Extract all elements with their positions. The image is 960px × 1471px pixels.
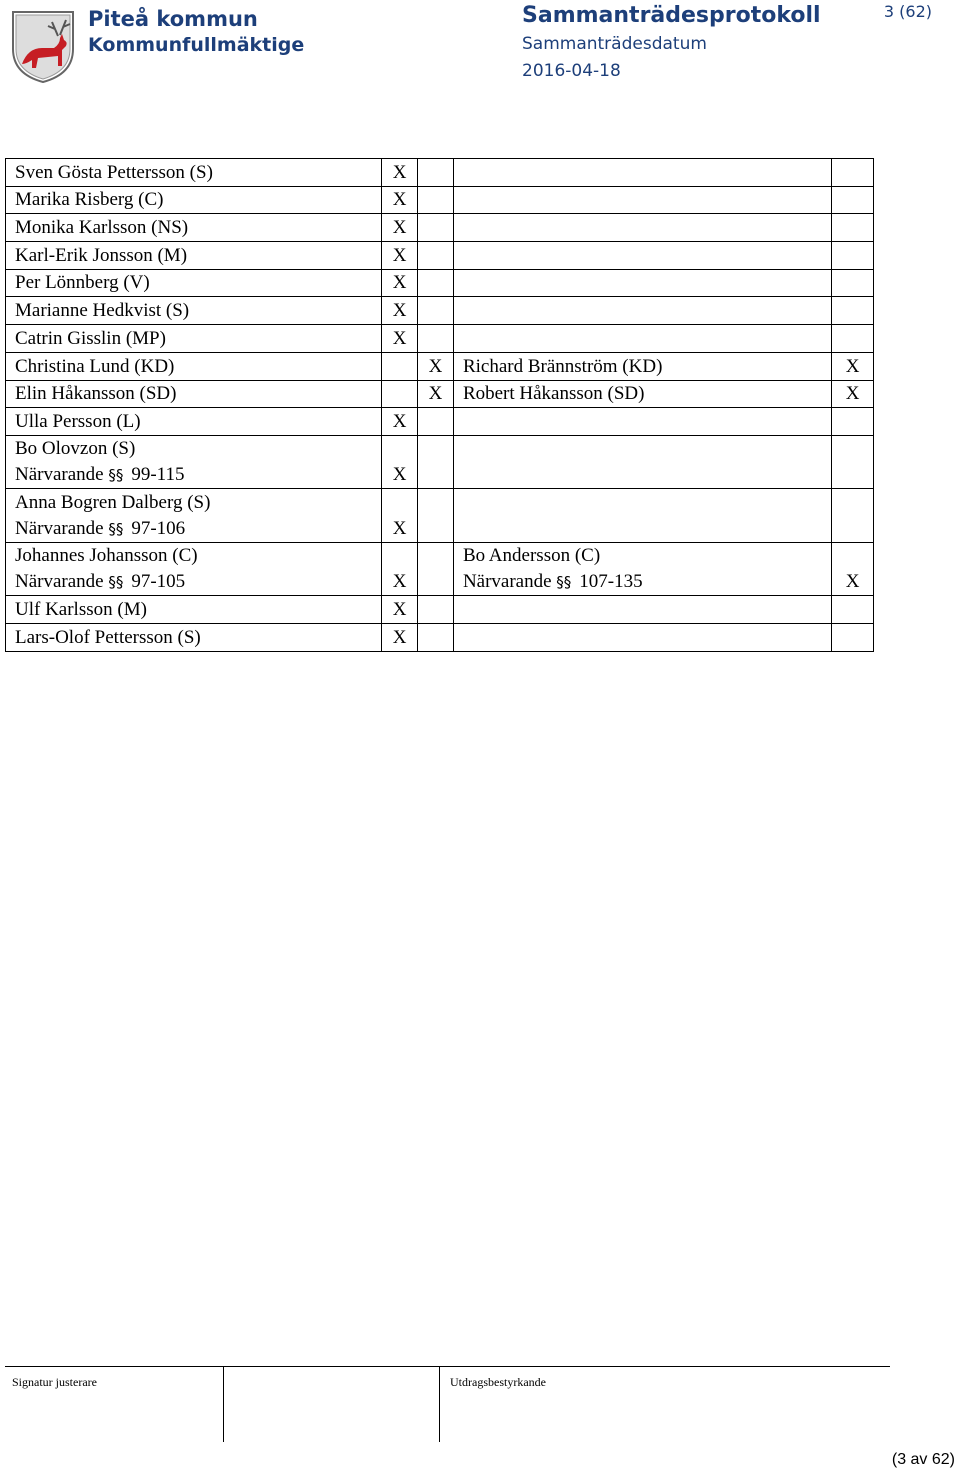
member-name-cell <box>6 186 382 214</box>
org-name: Piteå kommun <box>88 7 258 31</box>
date-label: Sammanträdesdatum <box>522 34 707 54</box>
attendance-mark <box>418 624 454 652</box>
attendance-mark <box>418 325 454 353</box>
member-name-cell <box>6 408 382 436</box>
utdrag-label: Utdragsbestyrkande <box>450 1375 546 1389</box>
member-name-cell <box>6 435 382 489</box>
attendance-mark <box>418 269 454 297</box>
member-name-cell <box>6 542 382 596</box>
person-name: Anna Bogren Dalberg (S) <box>15 491 211 513</box>
table-row <box>6 159 874 187</box>
person-name: Bo Olovzon (S) <box>15 438 136 460</box>
substitute-name-cell <box>453 297 831 325</box>
person-name: Marika Risberg (C) <box>15 189 164 211</box>
document-title: Sammanträdesprotokoll <box>522 3 821 28</box>
person-name: Per Lönnberg (V) <box>15 272 150 294</box>
attendance-mark <box>418 435 454 489</box>
attendance-mark <box>832 186 874 214</box>
substitute-name-cell <box>453 242 831 270</box>
attendance-mark: X <box>382 159 418 187</box>
attendance-mark <box>418 489 454 543</box>
document-info <box>522 2 821 84</box>
attendance-mark <box>832 269 874 297</box>
date-value: 2016-04-18 <box>522 61 621 81</box>
attendance-mark <box>832 489 874 543</box>
presence-label: Närvarande <box>15 517 104 539</box>
person-name: Johannes Johansson (C) <box>15 545 198 567</box>
attendance-mark <box>418 542 454 596</box>
person-name: Ulf Karlsson (M) <box>15 599 147 621</box>
member-name-cell <box>6 214 382 242</box>
table-row <box>6 186 874 214</box>
person-name: Karl-Erik Jonsson (M) <box>15 244 188 266</box>
attendance-mark: X <box>382 624 418 652</box>
substitute-name-cell <box>453 435 831 489</box>
attendance-mark: X <box>418 380 454 408</box>
attendance-mark <box>382 380 418 408</box>
person-name: Elin Håkansson (SD) <box>15 383 177 405</box>
attendance-mark: X <box>382 408 418 436</box>
person-name: Christina Lund (KD) <box>15 355 175 377</box>
attendance-mark: X <box>382 596 418 624</box>
substitute-name-cell <box>453 214 831 242</box>
attendance-mark <box>418 408 454 436</box>
signatur-label: Signatur justerare <box>12 1375 97 1389</box>
table-row <box>6 325 874 353</box>
attendance-mark <box>832 214 874 242</box>
table-row <box>6 542 874 596</box>
substitute-name-cell <box>453 596 831 624</box>
attendance-mark <box>418 596 454 624</box>
substitute-name-cell <box>453 269 831 297</box>
attendance-mark <box>832 297 874 325</box>
paragraph-sign-icon: §§ <box>108 519 124 538</box>
member-name-cell <box>6 489 382 543</box>
table-row <box>6 596 874 624</box>
attendance-mark: X <box>382 269 418 297</box>
page-number: 3 (62) <box>883 2 932 21</box>
person-name: Sven Gösta Pettersson (S) <box>15 161 213 183</box>
attendance-mark <box>418 186 454 214</box>
table-row <box>6 435 874 489</box>
paragraph-sign-icon: §§ <box>108 466 124 485</box>
page-header <box>0 0 960 90</box>
table-row <box>6 297 874 325</box>
attendance-mark <box>832 596 874 624</box>
attendance-mark <box>832 325 874 353</box>
person-name: Ulla Persson (L) <box>15 410 141 432</box>
attendance-mark: X <box>382 325 418 353</box>
attendance-mark <box>418 242 454 270</box>
attendance-mark <box>382 352 418 380</box>
member-name-cell <box>6 596 382 624</box>
signature-box-justerare <box>5 1367 224 1442</box>
attendance-mark <box>832 408 874 436</box>
substitute-name-cell <box>453 380 831 408</box>
municipal-crest-icon <box>8 4 78 84</box>
person-name: Monika Karlsson (NS) <box>15 217 189 239</box>
substitute-name-cell <box>453 489 831 543</box>
signature-box-blank <box>223 1367 440 1442</box>
attendance-mark: X <box>832 352 874 380</box>
paragraph-sign-icon: §§ <box>108 573 124 592</box>
table-row <box>6 380 874 408</box>
substitute-name-cell <box>453 408 831 436</box>
person-name: Bo Andersson (C) <box>462 545 601 567</box>
member-name-cell <box>6 380 382 408</box>
org-unit: Kommunfullmäktige <box>88 34 305 56</box>
attendance-mark <box>418 297 454 325</box>
signature-box-utdrag <box>443 1367 890 1442</box>
substitute-name-cell <box>453 159 831 187</box>
table-row <box>6 489 874 543</box>
person-name: Marianne Hedkvist (S) <box>15 300 190 322</box>
attendance-mark: X <box>382 542 418 596</box>
member-name-cell <box>6 624 382 652</box>
organization <box>88 6 304 58</box>
attendance-mark <box>418 159 454 187</box>
attendance-mark: X <box>382 435 418 489</box>
member-name-cell <box>6 325 382 353</box>
attendance-mark <box>832 435 874 489</box>
attendance-mark: X <box>382 242 418 270</box>
attendance-mark: X <box>382 489 418 543</box>
table-row <box>6 352 874 380</box>
presence-label: Närvarande <box>15 571 104 593</box>
attendance-mark: X <box>382 297 418 325</box>
signature-footer <box>5 1366 890 1443</box>
paragraph-range: 97-105 <box>131 571 186 593</box>
attendance-table <box>5 158 874 652</box>
paragraph-range: 99-115 <box>131 464 185 486</box>
paragraph-sign-icon: §§ <box>556 573 572 592</box>
page-of-total: (3 av 62) <box>891 1451 955 1468</box>
substitute-name-cell <box>453 542 831 596</box>
table-row <box>6 214 874 242</box>
member-name-cell <box>6 297 382 325</box>
person-name: Richard Brännström (KD) <box>462 355 663 377</box>
presence-label: Närvarande <box>15 464 104 486</box>
paragraph-range: 107-135 <box>579 571 643 593</box>
paragraph-range: 97-106 <box>131 517 186 539</box>
substitute-name-cell <box>453 624 831 652</box>
member-name-cell <box>6 269 382 297</box>
member-name-cell <box>6 159 382 187</box>
person-name: Catrin Gisslin (MP) <box>15 327 166 349</box>
attendance-mark <box>832 242 874 270</box>
member-name-cell <box>6 242 382 270</box>
table-row <box>6 269 874 297</box>
attendance-mark: X <box>382 186 418 214</box>
substitute-name-cell <box>453 186 831 214</box>
substitute-name-cell <box>453 325 831 353</box>
person-name: Lars-Olof Pettersson (S) <box>15 626 201 648</box>
attendance-mark <box>418 214 454 242</box>
substitute-name-cell <box>453 352 831 380</box>
attendance-mark <box>832 624 874 652</box>
table-row <box>6 242 874 270</box>
member-name-cell <box>6 352 382 380</box>
attendance-mark: X <box>418 352 454 380</box>
presence-label: Närvarande <box>462 571 552 593</box>
attendance-mark: X <box>832 380 874 408</box>
table-row <box>6 624 874 652</box>
person-name: Robert Håkansson (SD) <box>462 383 645 405</box>
attendance-mark: X <box>382 214 418 242</box>
attendance-mark <box>832 159 874 187</box>
attendance-mark: X <box>832 542 874 596</box>
table-row <box>6 408 874 436</box>
